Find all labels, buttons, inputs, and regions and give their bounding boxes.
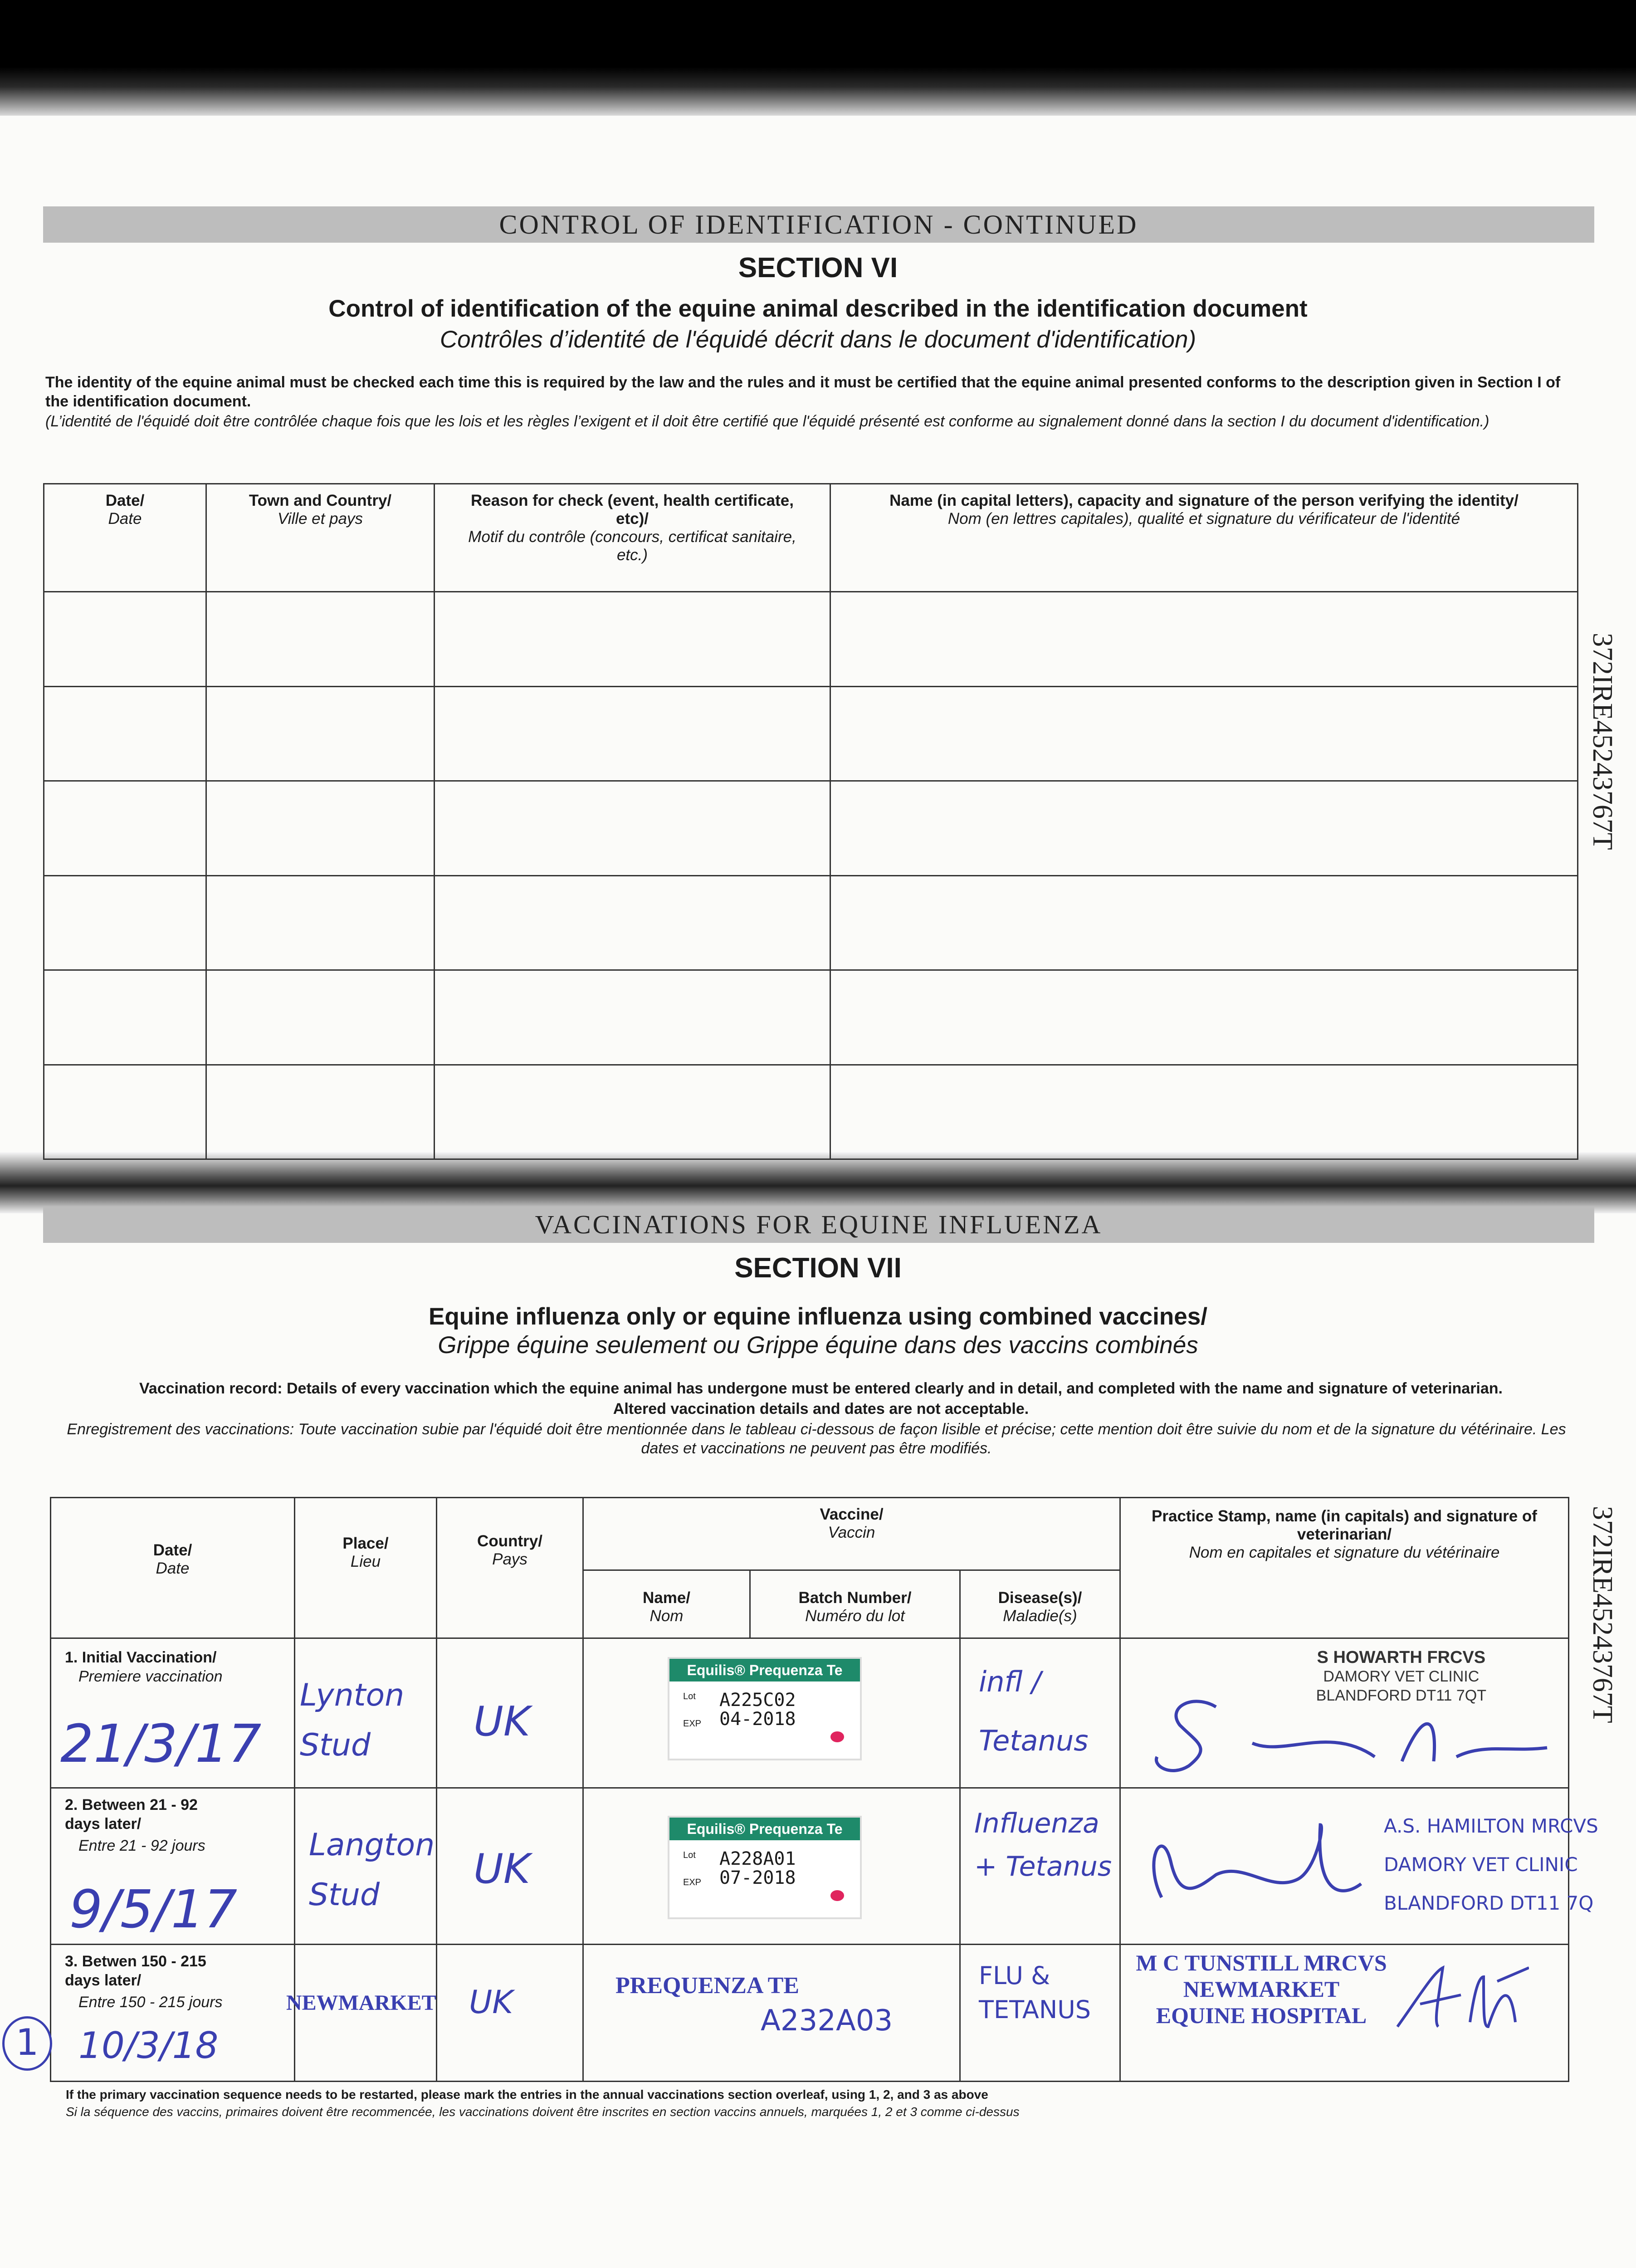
row2-date-cell[interactable] xyxy=(51,1788,295,1945)
table-cell[interactable] xyxy=(44,592,206,687)
row3-country: UK xyxy=(469,1984,513,2021)
row2-vaccine-cell[interactable] xyxy=(583,1788,960,1945)
row1-date-cell[interactable] xyxy=(51,1638,295,1788)
identification-check-table xyxy=(43,483,1578,1160)
vaccination-row-1 xyxy=(51,1638,1569,1788)
table-cell[interactable] xyxy=(830,875,1578,970)
vaccination-row-2 xyxy=(51,1788,1569,1945)
row1-lot-code: Lot xyxy=(683,1691,696,1701)
table-row[interactable] xyxy=(44,686,1578,781)
vcol-practice-stamp: Practice Stamp, name (in capitals) and signature of veterinarian/ Nom en capitales et signature du vétérinaire xyxy=(1120,1498,1569,1638)
banner-control-identification: CONTROL OF IDENTIFICATION - CONTINUED xyxy=(43,206,1594,243)
row3-place-cell[interactable] xyxy=(286,1945,437,2082)
footer-note-en: If the primary vaccination sequence needs to be restarted, please mark the entries in the annual vaccinations section overleaf, using 1, 2, and 3 as above xyxy=(66,2087,988,2102)
table-cell[interactable] xyxy=(206,1065,435,1159)
section-vi-heading-fr: Contrôles d’identité de l'équidé décrit dans le document d'identification) xyxy=(440,326,1196,353)
vcol-date: Date/ Date xyxy=(51,1498,295,1638)
table-cell[interactable] xyxy=(830,970,1578,1065)
row1-expiry: 04-2018 xyxy=(719,1709,796,1730)
vcol-place: Place/ Lieu xyxy=(295,1498,437,1638)
row3-disease: FLU & TETANUS xyxy=(979,1961,1091,2024)
scan-top-edge xyxy=(0,0,1636,116)
row1-place-cell[interactable] xyxy=(295,1638,437,1788)
row2-place-cell[interactable] xyxy=(295,1788,437,1945)
section-vii-heading-fr: Grippe équine seulement ou Grippe équine dans des vaccins combinés xyxy=(438,1332,1198,1359)
table-cell[interactable] xyxy=(206,781,435,876)
row2-batch: A228A01 xyxy=(719,1848,796,1869)
table-cell[interactable] xyxy=(435,1065,830,1159)
row1-vaccine-cell[interactable] xyxy=(583,1638,960,1788)
row3-batch: A232A03 xyxy=(761,2004,893,2038)
row1-red-mark xyxy=(830,1731,844,1742)
section-vi-intro-fr: (L’identité de l'équidé doit être contrôlée chaque fois que les lois et les règles l’exigent et il doit être certifié que l'équidé présenté est conforme au signalement donné dans la section I du document d'identification.) xyxy=(45,413,1489,430)
row2-signature xyxy=(1134,1807,1370,1925)
row2-disease: Influenza + Tetanus xyxy=(974,1808,1112,1882)
table-row[interactable] xyxy=(44,1065,1578,1159)
row2-red-mark xyxy=(830,1890,844,1901)
row1-disease: infl / Tetanus xyxy=(979,1665,1089,1757)
row3-vet-stamp: M C TUNSTILL MRCVS NEWMARKET EQUINE HOSPITAL xyxy=(1136,1950,1387,2028)
table-cell[interactable] xyxy=(206,686,435,781)
row1-vaccine-brand: Equilis® Prequenza Te xyxy=(669,1659,860,1681)
table-cell[interactable] xyxy=(44,686,206,781)
row3-date: 10/3/18 xyxy=(78,2024,219,2067)
table-row[interactable] xyxy=(44,781,1578,876)
row3-marker: 1 xyxy=(15,2021,39,2063)
row1-label-fr: Premiere vaccination xyxy=(78,1668,223,1685)
vcol-name: Name/ Nom xyxy=(583,1570,750,1638)
row3-country-cell[interactable] xyxy=(437,1945,583,2082)
row1-vet-cell[interactable] xyxy=(1120,1638,1569,1788)
row2-vaccine-sticker xyxy=(668,1816,862,1919)
vcol-batch: Batch Number/ Numéro du lot xyxy=(750,1570,960,1638)
row2-vet-name: A.S. HAMILTON MRCVS DAMORY VET CLINIC BLANDFORD DT11 7Q xyxy=(1384,1815,1598,1914)
row2-country-cell[interactable] xyxy=(437,1788,583,1945)
row1-exp-code: EXP xyxy=(683,1719,702,1729)
table-cell[interactable] xyxy=(830,686,1578,781)
row1-vet-stamp: S HOWARTH FRCVS DAMORY VET CLINIC BLANDFORD DT11 7QT xyxy=(1316,1648,1486,1704)
table-cell[interactable] xyxy=(44,875,206,970)
row1-country: UK xyxy=(474,1698,530,1745)
side-code-top: 372IRE45243767T xyxy=(1587,633,1618,850)
table-cell[interactable] xyxy=(44,1065,206,1159)
table-cell[interactable] xyxy=(435,781,830,876)
table-cell[interactable] xyxy=(44,781,206,876)
table-cell[interactable] xyxy=(435,592,830,687)
row1-disease-cell[interactable] xyxy=(960,1638,1120,1788)
row3-vaccine-cell[interactable] xyxy=(583,1945,960,2082)
table-cell[interactable] xyxy=(830,592,1578,687)
row3-vet-cell[interactable] xyxy=(1120,1945,1569,2082)
row1-date: 21/3/17 xyxy=(60,1714,262,1774)
col-town-country: Town and Country/ Ville et pays xyxy=(206,484,435,592)
row2-vaccine-brand: Equilis® Prequenza Te xyxy=(669,1818,860,1840)
row1-place: Lynton Stud xyxy=(300,1677,405,1763)
row2-place: Langton Stud xyxy=(309,1827,435,1913)
vaccination-record-fr: Enregistrement des vaccinations: Toute vaccination subie par l'équidé doit être mentionnée dans le tableau ci-dessous de façon lisible et précise; cette mention doit être suivie du nom et de la signature du vétérinaire. Les dates et vaccinations ne peuvent pas être modifiés. xyxy=(67,1421,1566,1457)
row3-signature xyxy=(1393,1959,1529,2036)
table-cell[interactable] xyxy=(44,970,206,1065)
table-row[interactable] xyxy=(44,875,1578,970)
row2-lot-code: Lot xyxy=(683,1850,696,1860)
vcol-country: Country/ Pays xyxy=(437,1498,583,1638)
vaccination-table xyxy=(50,1497,1598,2082)
vaccination-record-en: Vaccination record: Details of every vaccination which the equine animal has undergone must be entered clearly and in detail, and completed with the name and signature of veterinarian. xyxy=(139,1380,1503,1397)
row2-country: UK xyxy=(474,1845,530,1893)
row1-signature xyxy=(1139,1689,1570,1784)
row2-expiry: 07-2018 xyxy=(719,1867,796,1888)
row1-batch: A225C02 xyxy=(719,1690,796,1711)
row1-vaccine-sticker xyxy=(668,1657,862,1760)
section-vi-heading-en: Control of identification of the equine animal described in the identification document xyxy=(328,295,1308,322)
vaccination-record-en-2: Altered vaccination details and dates are not acceptable. xyxy=(613,1400,1029,1418)
row3-label-en: 3. Betwen 150 - 215 days later/ xyxy=(65,1953,206,1989)
table-cell[interactable] xyxy=(435,686,830,781)
col-reason: Reason for check (event, health certificate, etc)/ Motif du contrôle (concours, certificat sanitaire, etc.) xyxy=(435,484,830,592)
row3-place: NEWMARKET xyxy=(286,1991,436,2015)
section-vi-title: SECTION VI xyxy=(738,252,898,284)
table-row[interactable] xyxy=(44,592,1578,687)
side-code-bottom: 372IRE45243767T xyxy=(1587,1506,1618,1723)
vcol-vaccine: Vaccine/ Vaccin xyxy=(583,1498,1120,1570)
table-row[interactable] xyxy=(44,970,1578,1065)
row3-vaccine-name: PREQUENZA TE xyxy=(615,1973,800,1999)
banner-vaccinations: VACCINATIONS FOR EQUINE INFLUENZA xyxy=(43,1207,1594,1243)
section-vii-title: SECTION VII xyxy=(734,1252,902,1284)
row2-exp-code: EXP xyxy=(683,1877,702,1887)
section-vi-intro-en: The identity of the equine animal must be checked each time this is required by the law and the rules and it must be certified that the equine animal presented conforms to the description given in Section I of the identification document. xyxy=(45,374,1561,410)
table-cell[interactable] xyxy=(830,1065,1578,1159)
page-fold-shadow xyxy=(0,1152,1636,1213)
row1-country-cell[interactable] xyxy=(437,1638,583,1788)
row2-disease-cell[interactable] xyxy=(960,1788,1120,1945)
row3-disease-cell[interactable] xyxy=(960,1945,1120,2082)
row2-label-fr: Entre 21 - 92 jours xyxy=(78,1837,205,1854)
row3-date-cell[interactable] xyxy=(51,1945,295,2082)
row1-label-en: 1. Initial Vaccination/ xyxy=(65,1649,217,1666)
table-cell[interactable] xyxy=(206,592,435,687)
table-cell[interactable] xyxy=(435,875,830,970)
vcol-disease: Disease(s)/ Maladie(s) xyxy=(960,1570,1120,1638)
table-cell[interactable] xyxy=(435,970,830,1065)
table-cell[interactable] xyxy=(206,970,435,1065)
row3-label-fr: Entre 150 - 215 jours xyxy=(78,1994,223,2011)
table-cell[interactable] xyxy=(830,781,1578,876)
footer-note-fr: Si la séquence des vaccins, primaires doivent être recommencée, les vaccinations doivent être inscrites en section vaccins annuels, marquées 1, 2 et 3 comme ci-dessus xyxy=(66,2105,1020,2119)
col-verifier: Name (in capital letters), capacity and signature of the person verifying the identity/ Nom (en lettres capitales), qualité et signature du vérificateur de l'identité xyxy=(830,484,1578,592)
row2-vet-cell[interactable] xyxy=(1120,1788,1598,1945)
section-vii-heading-en: Equine influenza only or equine influenza using combined vaccines/ xyxy=(429,1303,1207,1330)
vaccination-row-3 xyxy=(51,1945,1569,2082)
row2-date: 9/5/17 xyxy=(69,1879,238,1940)
row2-label-en: 2. Between 21 - 92 days later/ xyxy=(65,1796,198,1833)
col-date: Date/ Date xyxy=(44,484,206,592)
row3-marker-circle xyxy=(2,2016,52,2071)
table-cell[interactable] xyxy=(206,875,435,970)
